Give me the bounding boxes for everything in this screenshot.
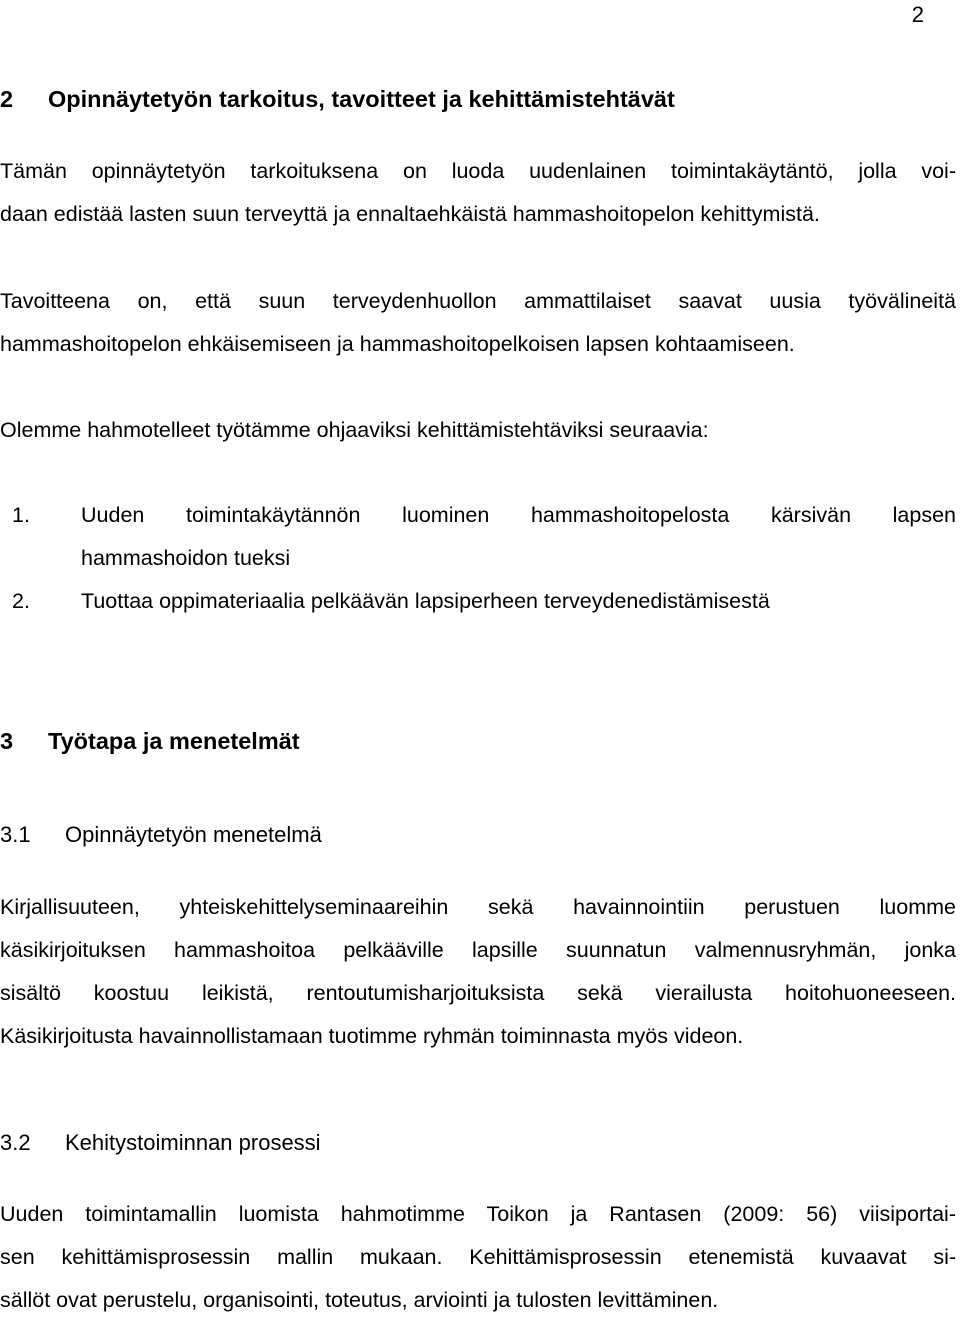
list-item-text: [81, 494, 956, 580]
section-2-heading: [0, 84, 675, 114]
section-number: 2: [0, 86, 14, 112]
text-line: sen kehittämisprosessin mallin mukaan. Kehittämisprosessin etenemistä kuvaavat si-: [0, 1245, 956, 1269]
text-line: Käsikirjoitusta havainnollistamaan tuotimme ryhmän toiminnasta myös videon.: [0, 1024, 744, 1048]
text-line: Uuden toimintamallin luomista hahmotimme Toikon ja Rantasen (2009: 56) viisiportai-: [0, 1202, 956, 1226]
paragraph-method: [0, 886, 956, 1058]
subsection-3-1-heading: [0, 821, 322, 849]
text-line: Uuden toimintakäytännön luominen hammashoitopelosta kärsivän lapsen: [81, 503, 956, 527]
text-line: sällöt ovat perustelu, organisointi, toteutus, arviointi ja tulosten levittäminen.: [0, 1288, 719, 1312]
subsection-number: 3.2: [0, 1130, 31, 1155]
section-title: Työtapa ja menetelmät: [48, 728, 300, 754]
list-item-text: Tuottaa oppimateriaalia pelkäävän lapsiperheen terveydenedistämisestä: [81, 589, 770, 613]
paragraph-tasks-intro: Olemme hahmotelleet työtämme ohjaaviksi kehittämistehtäviksi seuraavia:: [0, 418, 709, 442]
section-number: 3: [0, 728, 14, 754]
list-marker: 1.: [12, 503, 30, 527]
paragraph-goal: [0, 280, 956, 366]
section-title: Opinnäytetyön tarkoitus, tavoitteet ja kehittämistehtävät: [48, 86, 675, 112]
text-line: Tavoitteena on, että suun terveydenhuollon ammattilaiset saavat uusia työvälineitä: [0, 289, 956, 313]
list-marker: 2.: [12, 589, 30, 613]
subsection-title: Opinnäytetyön menetelmä: [65, 822, 322, 847]
section-3-heading: [0, 726, 300, 756]
text-line: hammashoidon tueksi: [81, 546, 291, 570]
subsection-number: 3.1: [0, 822, 31, 847]
subsection-title: Kehitystoiminnan prosessi: [65, 1130, 321, 1155]
paragraph-process: [0, 1193, 956, 1322]
paragraph-purpose: [0, 150, 956, 236]
text-line: sisältö koostuu leikistä, rentoutumisharjoituksista sekä vierailusta hoitohuoneeseen.: [0, 981, 956, 1005]
text-line: hammashoitopelon ehkäisemiseen ja hammashoitopelkoisen lapsen kohtaamiseen.: [0, 332, 795, 356]
text-line: Kirjallisuuteen, yhteiskehittelyseminaareihin sekä havainnointiin perustuen luomme: [0, 895, 956, 919]
list-item: [12, 494, 956, 580]
page-number: 2: [911, 2, 924, 27]
text-line: daan edistää lasten suun terveyttä ja ennaltaehkäistä hammashoitopelon kehittymistä.: [0, 202, 820, 226]
list-item: [12, 580, 956, 623]
text-line: käsikirjoituksen hammashoitoa pelkääville lapsille suunnatun valmennusryhmän, jonka: [0, 938, 956, 962]
subsection-3-2-heading: [0, 1129, 321, 1157]
text-line: Tämän opinnäytetyön tarkoituksena on luoda uudenlainen toimintakäytäntö, jolla voi-: [0, 159, 956, 183]
